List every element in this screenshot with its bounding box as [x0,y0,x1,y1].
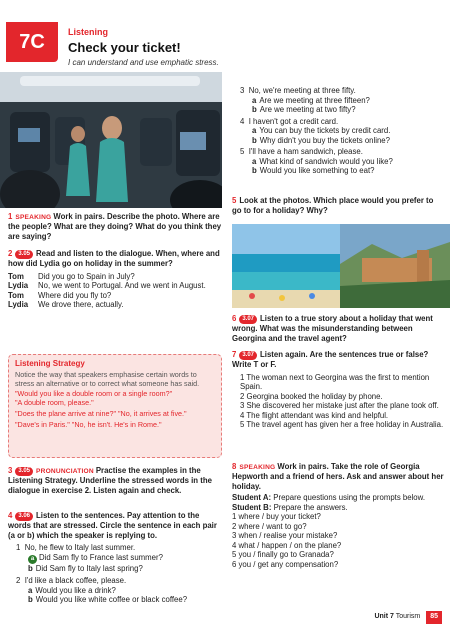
item-number: 1 [16,543,21,552]
dialogue [8,272,222,310]
exercise-4-continued [232,86,444,176]
prompt-item: 3 when / realise your mistake? [232,531,338,541]
item-sentence: I'd like a black coffee, please. [24,576,127,585]
student-b-instruction: Student B: Prepare the answers. [232,502,348,512]
audio-track-badge[interactable]: 3.05 [15,250,33,259]
listening-strategy-box [8,354,222,458]
speaker-name: Tom [8,271,24,281]
list-item: 4 The flight attendant was kind and helpful. [240,410,389,420]
speaker-name: Lydia [8,281,29,290]
speaking-tag: SPEAKING [15,214,52,221]
option-text: Did Sam fly to Italy last spring? [35,563,143,573]
list-item [8,543,222,553]
exercise-4 [8,511,222,605]
option-a[interactable]: a Are we meeting at three fifteen? [252,95,370,105]
prompt-item: 2 where / want to go? [232,521,307,531]
exercise-number: 8 [232,462,237,471]
exercise-number: 4 [8,511,13,520]
option-b[interactable]: b Would you like white coffee or black coffee? [28,595,188,604]
exercise-number: 1 [8,212,13,221]
list-item: 5 I'll have a ham sandwich, please. [240,147,363,156]
option-a[interactable]: a Would you like a drink? [28,585,116,595]
strategy-example: "Dave's in Paris." "No, he isn't. He's in Rome." [15,419,162,429]
exercise-5 [232,196,444,215]
exercise-number: 2 [8,249,13,258]
strategy-example: "Would you like a double room or a single room?" [15,389,173,399]
option-a[interactable] [8,553,222,564]
exercise-number: 7 [232,350,237,359]
exercise-instruction: Listen to the sentences. Pay attention to the words that are stressed. Circle the sentence in each pair (a or b) which the speaker is replying to. [8,511,217,540]
option-text: Would you like a drink? [35,585,116,595]
audio-track-badge[interactable]: 3.07 [239,315,257,324]
strategy-text: Notice the way that speakers emphasise certain words to stress an alternative or to correct what someone has said. [15,369,200,388]
student-a-instruction: Student A: Prepare questions using the prompts below. [232,493,425,503]
dialogue-line: Did you go to Spain in July? [38,271,135,281]
exercise-2 [8,249,222,310]
page-title: Check your ticket! [68,40,181,55]
unit-badge: 7C [6,22,58,62]
prompt-item: 6 you / get any compensation? [232,559,339,569]
prompt-item: 1 where / buy your ticket? [232,512,321,522]
option-a[interactable]: a You can buy the tickets by credit card. [252,126,391,135]
prompt-item: 4 what / happen / on the plane? [232,540,342,550]
list-item: 2 Georgina booked the holiday by phone. [240,391,383,401]
option-b[interactable]: b Are we meeting at two fifty? [252,105,356,114]
list-item: 3 She discovered her mistake just after the plane took off. [240,401,439,410]
page-footer [374,611,442,624]
exercise-number: 6 [232,314,237,323]
exercise-8 [232,462,444,569]
pronunciation-tag: PRONUNCIATION [36,468,94,475]
audio-track-badge[interactable]: 3.06 [15,512,33,521]
exercise-number: 3 [8,466,13,475]
exercise-instruction: Listen again. Are the sentences true or false? Write T or F. [232,350,429,369]
audio-track-badge[interactable]: 3.05 [15,467,33,476]
item-sentence: No, he flew to Italy last summer. [24,543,136,552]
option-text: Would you like white coffee or black coffee? [35,595,188,604]
option-b[interactable]: b Did Sam fly to Italy last spring? [28,563,143,573]
exercise-7 [232,350,444,430]
option-text: Did Sam fly to France last summer? [39,552,163,562]
strategy-title: Listening Strategy [15,359,85,368]
speaker-name: Tom [8,290,24,300]
exercise-instruction: Look at the photos. Which place would you prefer to go to for a holiday? Why? [232,196,434,215]
circled-answer-icon: a [28,555,37,564]
option-a[interactable]: a What kind of sandwich would you like? [252,156,393,166]
item-number: 2 [16,576,21,585]
speaking-tag: SPEAKING [239,464,276,471]
option-b[interactable]: b Why didn't you buy the tickets online? [252,135,390,145]
exercise-instruction: Work in pairs. Describe the photo. Where are the people? What are they doing? What do you think they are saying? [8,212,222,241]
list-item [8,576,222,586]
dialogue-line: Where did you fly to? [38,290,112,300]
page-number: 85 [426,611,442,624]
strategy-example: "Does the plane arrive at nine?" "No, it arrives at five." [15,408,187,418]
list-item: 3 No, we're meeting at three fifty. [240,86,356,95]
option-b[interactable]: b Would you like something to eat? [252,166,375,175]
dialogue-line: We drove there, actually. [38,300,124,309]
exercise-instruction: Practise the examples in the Listening Strategy. Underline the stressed words in the dialogue in exercise 2. Listen again and check. [8,466,212,495]
exercise-6 [232,314,444,343]
dialogue-line: No, we went to Portugal. And we went in August. [38,281,206,290]
exercise-1 [8,212,222,241]
audio-track-badge[interactable]: 3.07 [239,351,257,360]
exercise-instruction: Work in pairs. Take the role of Georgia Hepworth and a friend of hers. Ask and answer about her holiday. [232,462,444,491]
list-item: 4 I haven't got a credit card. [240,116,339,126]
list-item: 1 The woman next to Georgina was the first to mention Spain. [240,372,430,391]
strategy-example: "A double room, please." [15,398,94,408]
exercise-number: 5 [232,196,237,205]
speaker-name: Lydia [8,300,29,309]
exercise-instruction: Read and listen to the dialogue. When, where and how did Lydia go on holiday in the summer? [8,249,220,268]
footer-unit: Unit 7 [374,613,394,620]
exercise-3 [8,466,222,495]
list-item: 5 The travel agent has given her a free holiday in Australia. [240,420,444,429]
holiday-photos [232,224,450,308]
airplane-cabin-photo [0,72,222,208]
page-subtitle: I can understand and use emphatic stress. [68,58,219,67]
exercise-instruction: Listen to a true story about a holiday that went wrong. What was the misunderstanding between Georgina and the travel agent? [232,314,433,343]
section-category: Listening [68,27,108,37]
footer-topic: Tourism [395,613,421,620]
prompt-item: 5 you / finally go to Granada? [232,550,334,560]
